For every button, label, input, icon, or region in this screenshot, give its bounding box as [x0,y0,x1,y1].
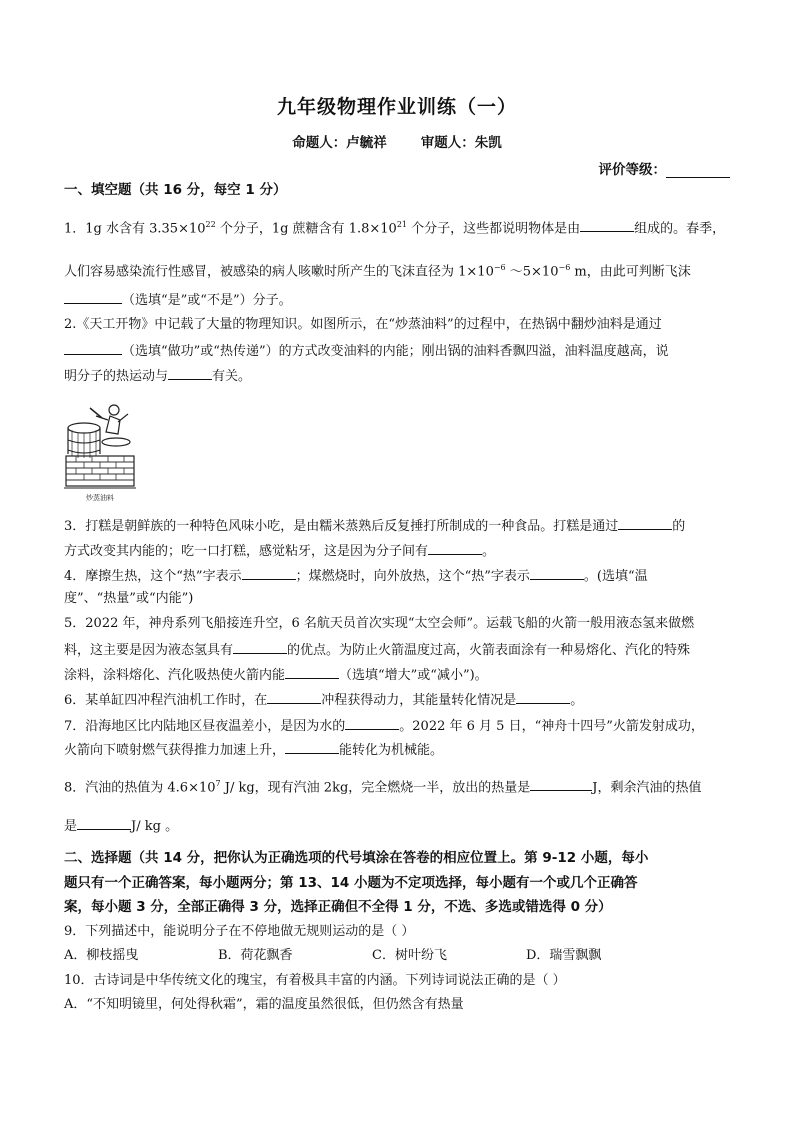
q5-blank2[interactable] [285,665,339,679]
q5-blank1[interactable] [233,640,287,654]
q8-blank1[interactable] [530,777,592,791]
q3-blank1[interactable] [618,516,672,530]
q4-blank1[interactable] [242,566,296,580]
q8-line2: 是 J/ kg 。 [64,816,178,836]
q4-line1: 4．摩擦生热，这个“热”字表示 ；煤燃烧时，向外放热，这个“热”字表示 。(选填“温 [64,566,648,586]
author-line [0,131,794,151]
page-title: 九年级物理作业训练（一） [276,96,517,118]
q6-line: 6．某单缸四冲程汽油机工作时，在 冲程获得动力，其能量转化情况是 。 [64,690,583,710]
q7-line1: 7．沿海地区比内陆地区昼夜温差小，是因为水的 。2022 年 6 月 5 日，“神舟十四号”火箭发射成功， [64,716,704,736]
q2-blank1[interactable] [64,341,122,355]
q7-line2: 火箭向下喷射燃气获得推力加速上升， 能转化为机械能。 [64,740,443,760]
q1-line3: （选填“是”或“不是”）分子。 [64,290,292,310]
grade-blank[interactable] [666,163,730,178]
q2-line2: （选填“做功”或“热传递”）的方式改变油料的内能；刚出锅的油料香飘四溢，油料温度越高，说 [64,341,669,361]
q6-blank2[interactable] [516,690,570,704]
figure-caption: 炒蒸油料 [86,494,114,502]
setter-label: 命题人：卢毓祥 [292,135,387,151]
q4-line2: 度”、“热量”或“内能”) [64,591,194,606]
q1-blank2[interactable] [64,290,122,304]
q5-line1: 5．2022 年，神舟系列飞船接连升空，6 名航天员首次实现“太空会师”。运载飞船的火箭一般用液态氢来做燃 [64,616,695,631]
q3-line2: 方式改变其内能的；吃一口打糕，感觉粘牙，这是因为分子间有 。 [64,541,495,561]
section1-heading: 一、填空题（共 16 分，每空 1 分） [64,182,287,198]
q5-line2: 料，这主要是因为液态氢具有 的优点。为防止火箭温度过高，火箭表面涂有一种易熔化、汽化的特殊 [64,640,690,660]
q10-stem: 10．古诗词是中华传统文化的瑰宝，有着极具丰富的内涵。下列诗词说法正确的是（ ） [64,973,566,988]
q2-line3: 明分子的热运动与 有关。 [64,366,251,386]
q3-blank2[interactable] [428,541,482,555]
q1-blank1[interactable] [580,218,634,232]
q9-option-b[interactable]: B．荷花飘香 [218,948,293,963]
q6-blank1[interactable] [267,690,321,704]
q2-blank2[interactable] [168,366,212,380]
q2-line1: 2.《天工开物》中记载了大量的物理知识。如图所示，在“炒蒸油料”的过程中，在热锅中翻炒油料是通过 [64,317,662,332]
q9-option-d[interactable]: D．瑞雪飘飘 [526,948,602,963]
q8-line1: 8．汽油的热值为 $4.6\times 10^7$ J/ kg，现有汽油 2kg，完全燃烧一半，放出的热量是 J，剩余汽油的热值 [64,779,702,796]
q10-option-a[interactable]: A．“不知明镜里，何处得秋霜”，霜的温度虽然很低，但仍然含有热量 [64,997,464,1012]
reviewer-label: 审题人：朱凯 [420,135,502,151]
section2-heading-3: 案，每小题 3 分，全部正确得 3 分，选择正确但不全得 1 分，不选、多选或错选得 0 分） [64,899,612,915]
q3-line1: 3．打糕是朝鲜族的一种特色风味小吃，是由糯米蒸熟后反复捶打所制成的一种食品。打糕是通过 的 [64,516,685,536]
q8-blank2[interactable] [77,816,131,830]
q9-option-a[interactable]: A．柳枝摇曳 [64,948,139,963]
grade-field [599,158,731,178]
section2-heading-2: 题只有一个正确答案，每小题两分；第 13、14 小题为不定项选择，每小题有一个或几个正确答 [64,875,638,891]
q1-line2: 人们容易感染流行性感冒，被感染的病人咳嗽时所产生的飞沫直径为 $1\times 10^{-6}$ $\sim 5\times 10^{-6}$ m，由此可判断飞沫 [64,263,691,280]
q7-blank2[interactable] [285,740,339,754]
q5-line3: 涂料，涂料熔化、汽化吸热使火箭内能 （选填“增大”或“减小”)。 [64,665,488,685]
grade-label: 评价等级： [598,162,666,178]
stir-frying-oil-illustration [62,398,138,504]
section2-heading-1: 二、选择题（共 14 分，把你认为正确选项的代号填涂在答卷的相应位置上。第 9-12 小题，每小 [64,850,649,866]
q1-line1: 1．1g 水含有 $3.35\times 10^{22}$ 个分子，1g 蔗糖含有 $1.8\times 10^{21}$ 个分子，这些都说明物体是由 组成的。春季， [64,220,726,237]
q4-blank2[interactable] [530,566,584,580]
q7-blank1[interactable] [345,716,399,730]
q9-stem: 9．下列描述中，能说明分子在不停地做无规则运动的是（ ） [64,924,415,939]
q9-option-c[interactable]: C．树叶纷飞 [372,948,447,963]
